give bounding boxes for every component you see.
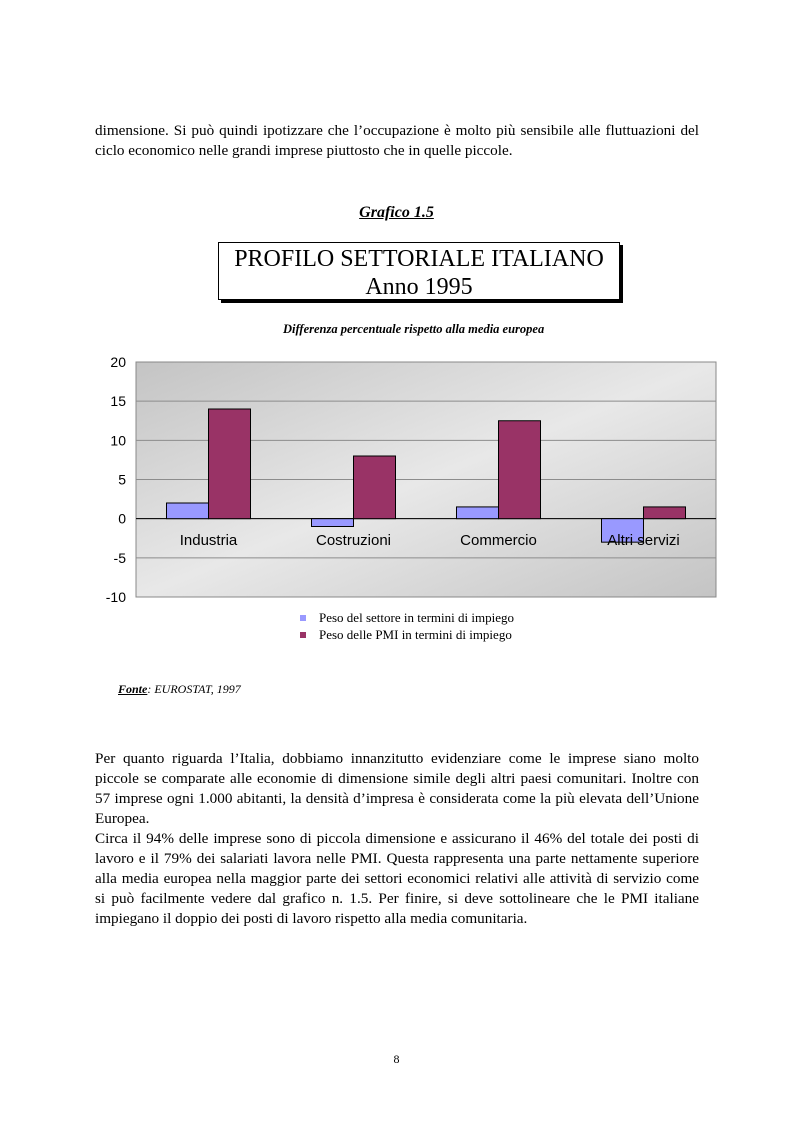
bar-pmi-altri-servizi <box>644 507 686 519</box>
legend-label-series-2: Peso delle PMI in termini di impiego <box>319 627 512 642</box>
bar-settore-commercio <box>457 507 499 519</box>
chart-subtitle: Differenza percentuale rispetto alla media europea <box>283 322 545 336</box>
source-label: Fonte <box>118 682 148 696</box>
bar-chart <box>90 350 730 605</box>
chart-title-box <box>218 242 620 300</box>
intro-text: dimensione. Si può quindi ipotizzare che l’occupazione è molto più sensibile alle fluttuazioni del ciclo economico nelle grandi imprese piuttosto che in quelle piccole. <box>95 122 699 159</box>
legend-swatch-series-2 <box>300 632 306 638</box>
page-number: 8 <box>393 1052 400 1066</box>
chart-legend <box>300 609 514 643</box>
chart-title-line2: Anno 1995 <box>365 274 473 300</box>
bar-settore-costruzioni <box>312 519 354 527</box>
y-tick-label: 10 <box>110 432 126 449</box>
chart-title-line1: PROFILO SETTORIALE ITALIANO <box>234 246 604 272</box>
figure-label: Grafico 1.5 <box>359 204 434 221</box>
bar-pmi-industria <box>209 409 251 519</box>
legend-swatch-series-1 <box>300 615 306 621</box>
y-tick-label: -10 <box>105 589 126 605</box>
y-tick-label: 15 <box>110 393 126 410</box>
category-label: Altri servizi <box>607 532 680 550</box>
legend-item-series-1 <box>300 609 514 626</box>
intro-paragraph <box>95 121 699 161</box>
legend-item-series-2 <box>300 626 514 643</box>
source-note <box>118 682 241 697</box>
y-tick-label: 0 <box>118 510 126 527</box>
body-paragraph-1: Per quanto riguarda l’Italia, dobbiamo innanzitutto evidenziare come le imprese siano molto piccole se comparate alle economie di dimensione simile degli altri paesi comunitari. Inoltre con 57 imprese ogni 1.000 abitanti, la densità d’impresa è considerata come la più elevata dell’Unione Europea. <box>95 750 699 827</box>
source-text: : EUROSTAT, 1997 <box>147 682 241 696</box>
category-label: Costruzioni <box>315 532 392 550</box>
y-tick-label: 5 <box>118 471 126 488</box>
bar-pmi-commercio <box>499 421 541 519</box>
category-label: Industria <box>179 532 238 550</box>
body-paragraph-2: Circa il 94% delle imprese sono di piccola dimensione e assicurano il 46% del totale dei posti di lavoro e il 79% dei salariati lavora nelle PMI. Questa rappresenta una parte nettamente superiore alla media europea nella maggior parte dei settori economici relativi alle attività di servizio come si può facilmente vedere dal grafico n. 1.5. Per finire, si deve sottolineare che le PMI italiane impiegano il doppio dei posti di lavoro rispetto alla media comunitaria. <box>95 830 699 927</box>
bar-settore-industria <box>167 503 209 519</box>
y-tick-label: -5 <box>113 549 126 566</box>
category-label: Commercio <box>460 532 537 550</box>
y-axis <box>106 354 126 605</box>
body-text <box>95 749 699 929</box>
bar-pmi-costruzioni <box>354 456 396 519</box>
legend-label-series-1: Peso del settore in termini di impiego <box>319 610 514 625</box>
y-tick-label: 20 <box>110 354 126 370</box>
